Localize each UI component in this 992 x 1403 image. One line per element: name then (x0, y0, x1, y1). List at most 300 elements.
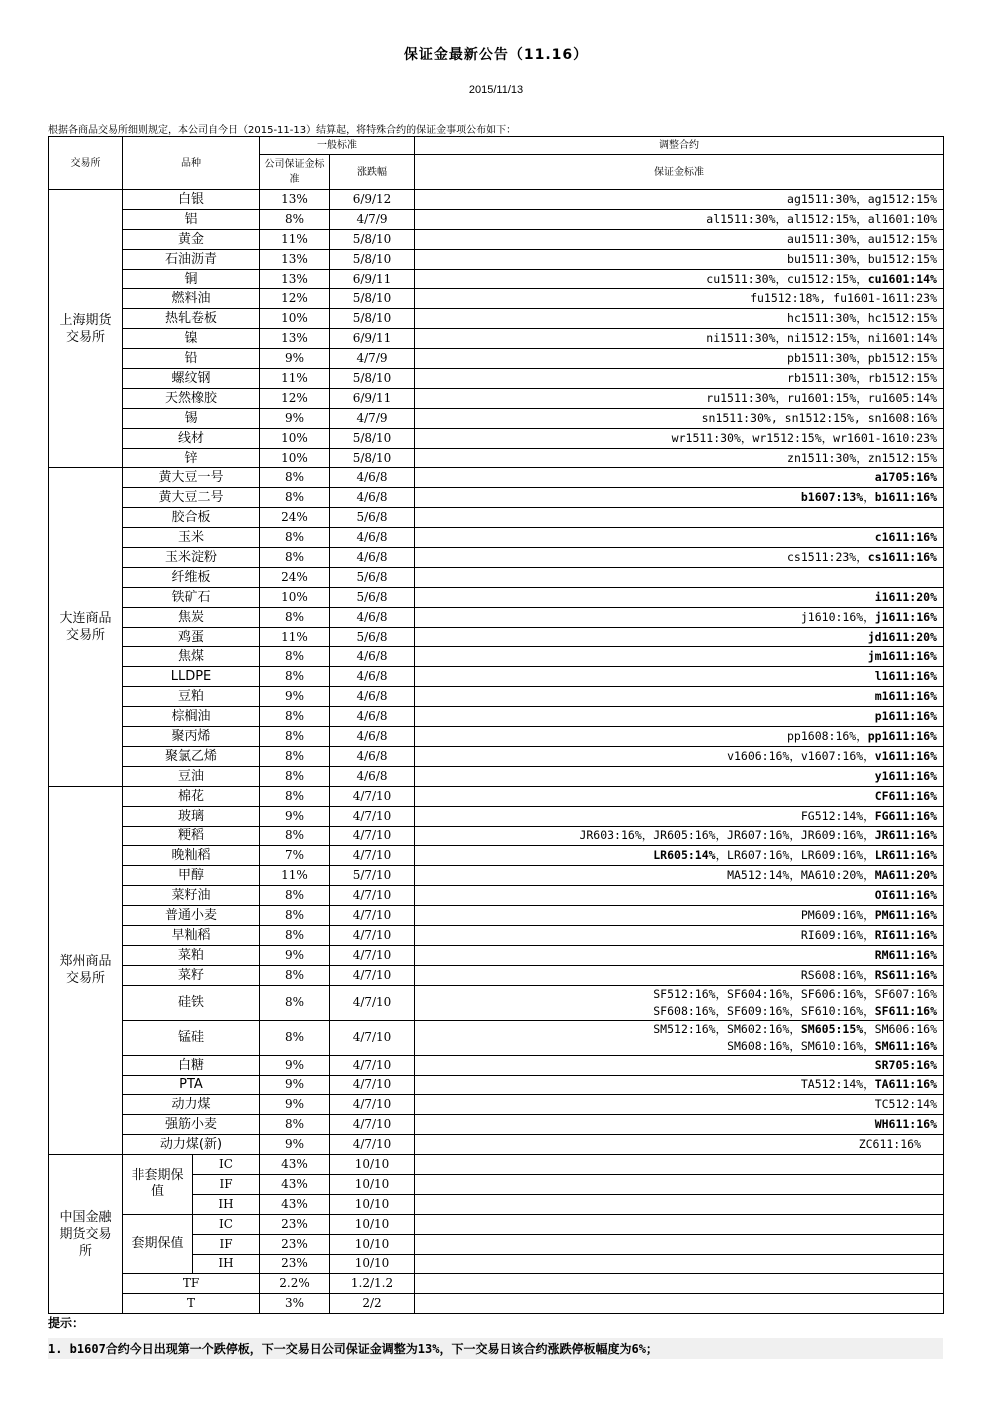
contract-margin: pp1608:16%， (787, 728, 868, 743)
contract-margin-highlight: JR611:16% (874, 828, 937, 843)
company-margin: 43% (260, 1174, 330, 1194)
contract-margin: rb1511:30%，rb1512:15% (787, 370, 937, 385)
product-name: 锰硅 (123, 1020, 260, 1055)
company-margin: 11% (260, 369, 330, 389)
product-name: 镍 (123, 329, 260, 349)
adjusted-margin (415, 1294, 944, 1314)
price-limit: 4/7/10 (330, 985, 415, 1020)
contract-margin: au1511:30%，au1512:15% (787, 231, 937, 246)
price-limit: 5/7/10 (330, 866, 415, 886)
price-limit: 6/9/11 (330, 388, 415, 408)
adjusted-margin (415, 945, 944, 965)
contract-margin-highlight: MA611:20% (874, 868, 937, 883)
company-margin: 9% (260, 945, 330, 965)
adjusted-margin (415, 349, 944, 369)
product-name: 锌 (123, 448, 260, 468)
price-limit: 4/7/9 (330, 408, 415, 428)
contract-margin: TC512:14% (874, 1097, 937, 1112)
adjusted-margin (415, 1075, 944, 1095)
contract-margin-highlight: p1611:16% (874, 709, 937, 724)
price-limit: 4/6/8 (330, 746, 415, 766)
price-limit: 5/8/10 (330, 369, 415, 389)
contract-margin-highlight: y1611:16% (874, 768, 937, 783)
company-margin: 8% (260, 925, 330, 945)
contract-margin: JR603:16%，JR605:16%，JR607:16%，JR609:16%， (579, 828, 875, 843)
tip-item: 1. b1607合约今日出现第一个跌停板，下一交易日公司保证金调整为13%，下一交易日该合约涨跌停板幅度为6%； (48, 1338, 943, 1359)
table-row (49, 548, 944, 568)
adjusted-margin (415, 687, 944, 707)
contract-margin-highlight: TA611:16% (874, 1077, 937, 1092)
price-limit: 1.2/1.2 (330, 1274, 415, 1294)
adjusted-margin (415, 1055, 944, 1075)
table-row (49, 1135, 944, 1155)
table-row (49, 925, 944, 945)
company-margin: 8% (260, 209, 330, 229)
adjusted-margin (415, 766, 944, 786)
contract-margin-highlight: PM611:16% (874, 908, 937, 922)
contract-margin-highlight: jm1611:16% (867, 649, 937, 664)
adjusted-margin (415, 190, 944, 210)
contract-margin: SM608:16%，SM610:16%， (727, 1038, 875, 1053)
company-margin: 10% (260, 428, 330, 448)
contract-code: IC (193, 1214, 260, 1234)
price-limit: 4/6/8 (330, 647, 415, 667)
adjusted-margin (415, 627, 944, 647)
product-name: 锡 (123, 408, 260, 428)
table-row (49, 886, 944, 906)
contract-margin-highlight: RM611:16% (874, 947, 937, 962)
table-row (49, 428, 944, 448)
price-limit: 6/9/11 (330, 269, 415, 289)
contract-margin: fu1512:18%, fu1601-1611:23% (750, 291, 937, 306)
product-name: 螺纹钢 (123, 369, 260, 389)
product-name: 铝 (123, 209, 260, 229)
adjusted-margin (415, 269, 944, 289)
price-limit: 4/6/8 (330, 607, 415, 627)
table-row (49, 1075, 944, 1095)
adjusted-margin (415, 985, 944, 1020)
table-row (49, 707, 944, 727)
company-margin: 23% (260, 1234, 330, 1254)
company-margin: 10% (260, 309, 330, 329)
header-margin-standard: 保证金标准 (415, 155, 944, 190)
adjusted-margin (415, 329, 944, 349)
company-margin: 8% (260, 528, 330, 548)
product-name: 白银 (123, 190, 260, 210)
table-row (49, 269, 944, 289)
adjusted-margin (415, 906, 944, 926)
price-limit: 5/8/10 (330, 249, 415, 269)
company-margin: 8% (260, 1115, 330, 1135)
contract-margin-highlight: jd1611:20% (867, 629, 937, 644)
product-name: 聚氯乙烯 (123, 746, 260, 766)
product-name: 天然橡胶 (123, 388, 260, 408)
price-limit: 4/6/8 (330, 667, 415, 687)
contract-margin: hc1511:30%，hc1512:15% (787, 311, 937, 326)
adjusted-margin (415, 1020, 944, 1055)
product-name: 玉米淀粉 (123, 548, 260, 568)
adjusted-margin (415, 826, 944, 846)
price-limit: 4/7/10 (330, 846, 415, 866)
contract-margin-highlight: FG611:16% (874, 808, 937, 823)
table-row (49, 727, 944, 747)
adjusted-margin (415, 388, 944, 408)
company-margin: 9% (260, 1095, 330, 1115)
contract-margin-highlight: SR705:16% (874, 1057, 937, 1072)
company-margin: 8% (260, 746, 330, 766)
company-margin: 8% (260, 647, 330, 667)
company-margin: 8% (260, 707, 330, 727)
company-margin: 7% (260, 846, 330, 866)
company-margin: 11% (260, 627, 330, 647)
company-margin: 9% (260, 806, 330, 826)
adjusted-margin (415, 965, 944, 985)
product-name: 黄大豆一号 (123, 468, 260, 488)
table-row (49, 1020, 944, 1055)
contract-margin: ru1511:30%，ru1601:15%，ru1605:14% (706, 390, 937, 405)
price-limit: 10/10 (330, 1174, 415, 1194)
price-limit: 5/6/8 (330, 587, 415, 607)
contract-margin: ，SM606:16% (863, 1021, 937, 1036)
table-row (49, 627, 944, 647)
table-row (49, 508, 944, 528)
adjusted-margin (415, 448, 944, 468)
price-limit: 4/6/8 (330, 707, 415, 727)
adjusted-margin (415, 1095, 944, 1115)
adjusted-margin (415, 1234, 944, 1254)
price-limit: 4/7/10 (330, 1095, 415, 1115)
company-margin: 43% (260, 1155, 330, 1175)
company-margin: 12% (260, 388, 330, 408)
contract-margin: SF608:16%，SF609:16%，SF610:16%， (653, 1003, 875, 1018)
table-row (49, 607, 944, 627)
contract-margin: FG512:14%， (800, 808, 875, 823)
company-margin: 9% (260, 349, 330, 369)
contract-margin: sn1511:30%, sn1512:15%, sn1608:16% (701, 410, 937, 425)
product-name: 玉米 (123, 528, 260, 548)
company-margin: 2.2% (260, 1274, 330, 1294)
contract-margin: ， (863, 490, 875, 505)
price-limit: 4/6/8 (330, 488, 415, 508)
table-row (49, 468, 944, 488)
product-name: 铅 (123, 349, 260, 369)
header-product: 品种 (123, 137, 260, 190)
price-limit: 5/6/8 (330, 567, 415, 587)
contract-margin: ni1511:30%，ni1512:15%，ni1601:14% (706, 331, 937, 346)
adjusted-margin (415, 727, 944, 747)
product-name: 燃料油 (123, 289, 260, 309)
table-row (49, 587, 944, 607)
price-limit: 4/7/10 (330, 1135, 415, 1155)
price-limit: 6/9/12 (330, 190, 415, 210)
header-general-standard: 一般标准 (260, 137, 415, 155)
table-row (49, 388, 944, 408)
adjusted-margin (415, 289, 944, 309)
adjusted-margin (415, 508, 944, 528)
product-name: 线材 (123, 428, 260, 448)
price-limit: 10/10 (330, 1234, 415, 1254)
price-limit: 6/9/11 (330, 329, 415, 349)
product-name: PTA (123, 1075, 260, 1095)
contract-code: IC (193, 1155, 260, 1175)
price-limit: 4/7/10 (330, 925, 415, 945)
adjusted-margin (415, 1274, 944, 1294)
price-limit: 4/7/10 (330, 945, 415, 965)
company-margin: 12% (260, 289, 330, 309)
adjusted-margin (415, 209, 944, 229)
product-name: 铜 (123, 269, 260, 289)
price-limit: 4/7/9 (330, 349, 415, 369)
company-margin: 8% (260, 985, 330, 1020)
price-limit: 4/6/8 (330, 766, 415, 786)
contract-margin-highlight: CF611:16% (874, 788, 937, 803)
contract-margin-highlight: LR605:14% (653, 848, 716, 863)
price-limit: 10/10 (330, 1214, 415, 1234)
contract-margin-highlight: a1705:16% (874, 470, 937, 485)
table-row (49, 309, 944, 329)
company-margin: 9% (260, 1075, 330, 1095)
price-limit: 4/6/8 (330, 687, 415, 707)
contract-margin-highlight: b1611:16% (874, 490, 937, 505)
contract-code: T (123, 1294, 260, 1314)
contract-margin-highlight: c1611:16% (874, 530, 937, 545)
hedge-label: 套期保值 (123, 1214, 193, 1274)
company-margin: 10% (260, 448, 330, 468)
adjusted-margin (415, 1254, 944, 1274)
price-limit: 4/7/10 (330, 965, 415, 985)
price-limit: 4/7/10 (330, 826, 415, 846)
product-name: 菜粕 (123, 945, 260, 965)
adjusted-margin (415, 408, 944, 428)
intro-text: 根据各商品交易所细则规定，本公司自今日（2015-11-13）结算起，将特殊合约的保证金事项公布如下： (48, 125, 517, 136)
contract-margin: pb1511:30%，pb1512:15% (787, 351, 937, 366)
contract-margin: al1511:30%，al1512:15%，al1601:10% (706, 211, 937, 226)
adjusted-margin (415, 607, 944, 627)
adjusted-margin (415, 866, 944, 886)
price-limit: 4/7/10 (330, 806, 415, 826)
table-row (49, 1115, 944, 1135)
product-name: LLDPE (123, 667, 260, 687)
product-name: 胶合板 (123, 508, 260, 528)
table-row (49, 766, 944, 786)
company-margin: 8% (260, 1020, 330, 1055)
contract-margin-highlight: WH611:16% (874, 1117, 937, 1132)
contract-margin: PM609:16%， (800, 908, 875, 922)
table-row (49, 349, 944, 369)
adjusted-margin (415, 1135, 944, 1155)
company-margin: 8% (260, 607, 330, 627)
price-limit: 5/8/10 (330, 309, 415, 329)
company-margin: 8% (260, 548, 330, 568)
table-row (49, 190, 944, 210)
product-name: 豆油 (123, 766, 260, 786)
contract-margin-highlight: cs1611:16% (867, 549, 937, 564)
company-margin: 9% (260, 687, 330, 707)
company-margin: 13% (260, 249, 330, 269)
table-row (49, 806, 944, 826)
table-row (49, 448, 944, 468)
price-limit: 4/7/10 (330, 906, 415, 926)
contract-code: TF (123, 1274, 260, 1294)
table-row (49, 1274, 944, 1294)
company-margin: 3% (260, 1294, 330, 1314)
adjusted-margin (415, 806, 944, 826)
product-name: 晚籼稻 (123, 846, 260, 866)
contract-margin: j1610:16%， (800, 609, 875, 624)
adjusted-margin (415, 1214, 944, 1234)
price-limit: 4/6/8 (330, 528, 415, 548)
exchange-name: 郑州商品交易所 (49, 786, 123, 1154)
product-name: 豆粕 (123, 687, 260, 707)
table-row (49, 329, 944, 349)
table-row (49, 1155, 944, 1175)
company-margin: 8% (260, 468, 330, 488)
table-row (49, 866, 944, 886)
product-name: 黄大豆二号 (123, 488, 260, 508)
product-name: 棉花 (123, 786, 260, 806)
table-row (49, 667, 944, 687)
tips-heading: 提示： (48, 1316, 85, 1330)
table-row (49, 945, 944, 965)
table-row (49, 846, 944, 866)
product-name: 石油沥青 (123, 249, 260, 269)
table-row (49, 1095, 944, 1115)
product-name: 硅铁 (123, 985, 260, 1020)
product-name: 粳稻 (123, 826, 260, 846)
header-price-limit: 涨跌幅 (330, 155, 415, 190)
contract-margin-highlight: OI611:16% (874, 888, 937, 903)
table-row (49, 229, 944, 249)
company-margin: 10% (260, 587, 330, 607)
contract-margin-highlight: RI611:16% (874, 927, 937, 942)
company-margin: 8% (260, 667, 330, 687)
table-row (49, 647, 944, 667)
price-limit: 10/10 (330, 1254, 415, 1274)
product-name: 普通小麦 (123, 906, 260, 926)
table-row (49, 209, 944, 229)
company-margin: 8% (260, 965, 330, 985)
contract-margin: MA512:14%，MA610:20%， (727, 868, 875, 883)
company-margin: 43% (260, 1194, 330, 1214)
table-row (49, 528, 944, 548)
contract-margin-highlight: SM605:15% (800, 1021, 864, 1036)
price-limit: 4/7/10 (330, 786, 415, 806)
contract-margin-highlight: SF611:16% (874, 1003, 937, 1018)
table-row (49, 985, 944, 1020)
price-limit: 5/8/10 (330, 448, 415, 468)
product-name: 焦煤 (123, 647, 260, 667)
contract-margin: RS608:16%， (800, 967, 875, 982)
adjusted-margin (415, 309, 944, 329)
adjusted-margin (415, 1155, 944, 1175)
table-row (49, 567, 944, 587)
adjusted-margin (415, 886, 944, 906)
price-limit: 4/7/10 (330, 1075, 415, 1095)
exchange-name: 上海期货交易所 (49, 190, 123, 468)
company-margin: 8% (260, 886, 330, 906)
contract-margin-highlight: v1611:16% (874, 748, 937, 763)
table-row (49, 408, 944, 428)
adjusted-margin (415, 369, 944, 389)
contract-margin: bu1511:30%，bu1512:15% (787, 251, 937, 266)
contract-margin-highlight: LR611:16% (874, 848, 937, 863)
company-margin: 8% (260, 826, 330, 846)
contract-margin: v1606:16%，v1607:16%， (727, 748, 875, 763)
table-row (49, 965, 944, 985)
table-row (49, 1055, 944, 1075)
price-limit: 4/6/8 (330, 468, 415, 488)
company-margin: 11% (260, 866, 330, 886)
contract-margin: wr1511:30%，wr1512:15%，wr1601-1610:23% (671, 430, 937, 445)
price-limit: 10/10 (330, 1194, 415, 1214)
price-limit: 5/8/10 (330, 229, 415, 249)
price-limit: 4/7/10 (330, 886, 415, 906)
product-name: 强筋小麦 (123, 1115, 260, 1135)
contract-margin: ag1511:30%，ag1512:15% (787, 191, 937, 206)
contract-margin: zn1511:30%，zn1512:15% (787, 450, 937, 465)
product-name: 动力煤(新) (123, 1135, 260, 1155)
contract-margin-highlight: i1611:20% (874, 589, 937, 604)
contract-margin-highlight: SM611:16% (874, 1038, 937, 1053)
product-name: 菜籽油 (123, 886, 260, 906)
company-margin: 8% (260, 786, 330, 806)
price-limit: 4/7/10 (330, 1055, 415, 1075)
product-name: 鸡蛋 (123, 627, 260, 647)
header-adjusted-contracts: 调整合约 (415, 137, 944, 155)
company-margin: 23% (260, 1254, 330, 1274)
adjusted-margin (415, 667, 944, 687)
product-name: 棕榈油 (123, 707, 260, 727)
page-title: 保证金最新公告（11.16） (403, 47, 589, 63)
contract-margin: cs1511:23%， (787, 549, 868, 564)
adjusted-margin (415, 746, 944, 766)
table-row (49, 906, 944, 926)
adjusted-margin (415, 647, 944, 667)
margin-table (48, 136, 944, 1314)
product-name: 早籼稻 (123, 925, 260, 945)
price-limit: 4/7/9 (330, 209, 415, 229)
price-limit: 4/6/8 (330, 727, 415, 747)
product-name: 聚丙烯 (123, 727, 260, 747)
non-hedge-label: 非套期保值 (123, 1155, 193, 1215)
contract-margin-highlight: m1611:16% (874, 689, 937, 704)
table-row (49, 786, 944, 806)
contract-code: IH (193, 1194, 260, 1214)
company-margin: 9% (260, 1055, 330, 1075)
product-name: 甲醇 (123, 866, 260, 886)
contract-margin-highlight: b1607:13% (800, 490, 864, 505)
contract-margin: SF512:16%，SF604:16%，SF606:16%，SF607:16% (653, 986, 937, 1001)
table-row (49, 1294, 944, 1314)
company-margin: 24% (260, 508, 330, 528)
company-margin: 13% (260, 329, 330, 349)
price-limit: 5/6/8 (330, 627, 415, 647)
contract-margin-highlight: RS611:16% (874, 967, 937, 982)
company-margin: 8% (260, 906, 330, 926)
company-margin: 13% (260, 269, 330, 289)
header-row-1 (49, 137, 944, 155)
price-limit: 10/10 (330, 1155, 415, 1175)
product-name: 菜籽 (123, 965, 260, 985)
company-margin: 9% (260, 408, 330, 428)
company-margin: 8% (260, 488, 330, 508)
table-row (49, 369, 944, 389)
company-margin: 9% (260, 1135, 330, 1155)
product-name: 焦炭 (123, 607, 260, 627)
exchange-name: 中国金融期货交易所 (49, 1155, 123, 1314)
product-name: 纤维板 (123, 567, 260, 587)
contract-margin-highlight: l1611:16% (874, 669, 937, 684)
